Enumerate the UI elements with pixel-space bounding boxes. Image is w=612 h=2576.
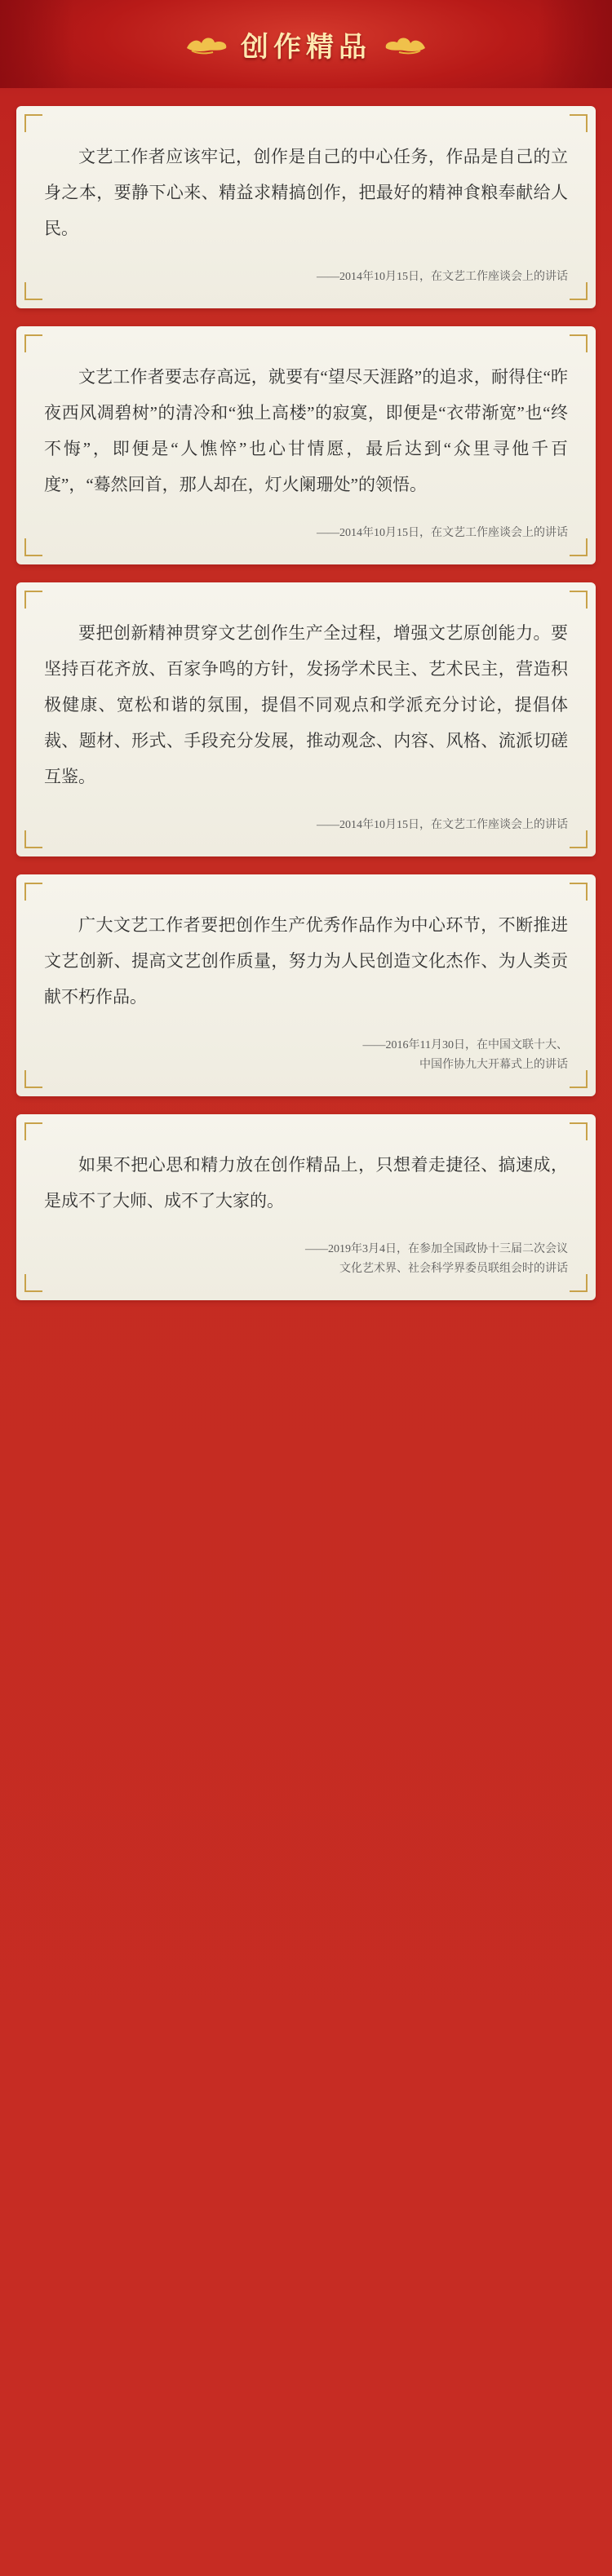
corner-bracket-icon	[570, 282, 588, 300]
corner-bracket-icon	[570, 1122, 588, 1140]
quote-source	[44, 1240, 568, 1279]
quote-text: 如果不把心思和精力放在创作精品上，只想着走捷径、搞速成，是成不了大师、成不了大家的。	[44, 1155, 568, 1211]
corner-bracket-icon	[570, 1070, 588, 1088]
quote-text: 文艺工作者要志存高远，就要有“望尽天涯路”的追求，耐得住“昨夜西风凋碧树”的清冷和“独上高楼”的寂寞，即便是“衣带渐宽”也“终不悔”，即便是“人憔悴”也心甘情愿，最后达到“众里寻他千百度”，“蓦然回首，那人却在，灯火阑珊处”的领悟。	[44, 367, 568, 494]
quote-card	[16, 874, 596, 1096]
corner-bracket-icon	[24, 114, 42, 132]
corner-bracket-icon	[570, 114, 588, 132]
page-title	[185, 24, 427, 64]
quote-card	[16, 582, 596, 856]
corner-bracket-icon	[24, 1122, 42, 1140]
corner-bracket-icon	[570, 1274, 588, 1292]
corner-bracket-icon	[24, 591, 42, 609]
corner-bracket-icon	[24, 830, 42, 848]
corner-bracket-icon	[24, 883, 42, 901]
quote-source	[44, 816, 568, 835]
corner-bracket-icon	[570, 830, 588, 848]
corner-bracket-icon	[570, 591, 588, 609]
corner-bracket-icon	[24, 334, 42, 352]
quote-text: 广大文艺工作者要把创作生产优秀作品作为中心环节，不断推进文艺创新、提高文艺创作质量，努力为人民创造文化杰作、为人类贡献不朽作品。	[44, 915, 568, 1007]
cloud-ornament-left-icon	[185, 33, 229, 55]
corner-bracket-icon	[570, 538, 588, 556]
quote-source-line: ——2019年3月4日，在参加全国政协十三届二次会议	[305, 1243, 568, 1255]
quote-text: 要把创新精神贯穿文艺创作生产全过程，增强文艺原创能力。要坚持百花齐放、百家争鸣的方针，发扬学术民主、艺术民主，营造积极健康、宽松和谐的氛围，提倡不同观点和学派充分讨论，提倡体裁、题材、形式、手段充分发展，推动观念、内容、风格、流派切磋互鉴。	[44, 623, 568, 786]
quote-card	[16, 326, 596, 564]
quote-source-line: 中国作协九大开幕式上的讲话	[419, 1059, 568, 1071]
quote-source	[44, 1036, 568, 1075]
quote-card	[16, 1114, 596, 1300]
quote-source-line: ——2016年11月30日，在中国文联十大、	[362, 1039, 568, 1051]
quote-card	[16, 106, 596, 308]
corner-bracket-icon	[24, 1274, 42, 1292]
page-title-text: 创作精品	[241, 32, 371, 63]
quote-source	[44, 524, 568, 543]
quote-source-line: ——2014年10月15日，在文艺工作座谈会上的讲话	[317, 819, 568, 831]
quote-source-line: 文化艺术界、社会科学界委员联组会时的讲话	[339, 1263, 568, 1275]
corner-bracket-icon	[24, 1070, 42, 1088]
page-header	[0, 0, 612, 88]
corner-bracket-icon	[24, 538, 42, 556]
quote-card-list	[0, 88, 612, 1300]
cloud-ornament-right-icon	[383, 33, 427, 55]
corner-bracket-icon	[570, 883, 588, 901]
quote-text: 文艺工作者应该牢记，创作是自己的中心任务，作品是自己的立身之本，要静下心来、精益求精搞创作，把最好的精神食粮奉献给人民。	[44, 147, 568, 238]
corner-bracket-icon	[24, 282, 42, 300]
quote-source	[44, 268, 568, 287]
corner-bracket-icon	[570, 334, 588, 352]
quote-source-line: ——2014年10月15日，在文艺工作座谈会上的讲话	[317, 271, 568, 283]
quote-source-line: ——2014年10月15日，在文艺工作座谈会上的讲话	[317, 527, 568, 539]
